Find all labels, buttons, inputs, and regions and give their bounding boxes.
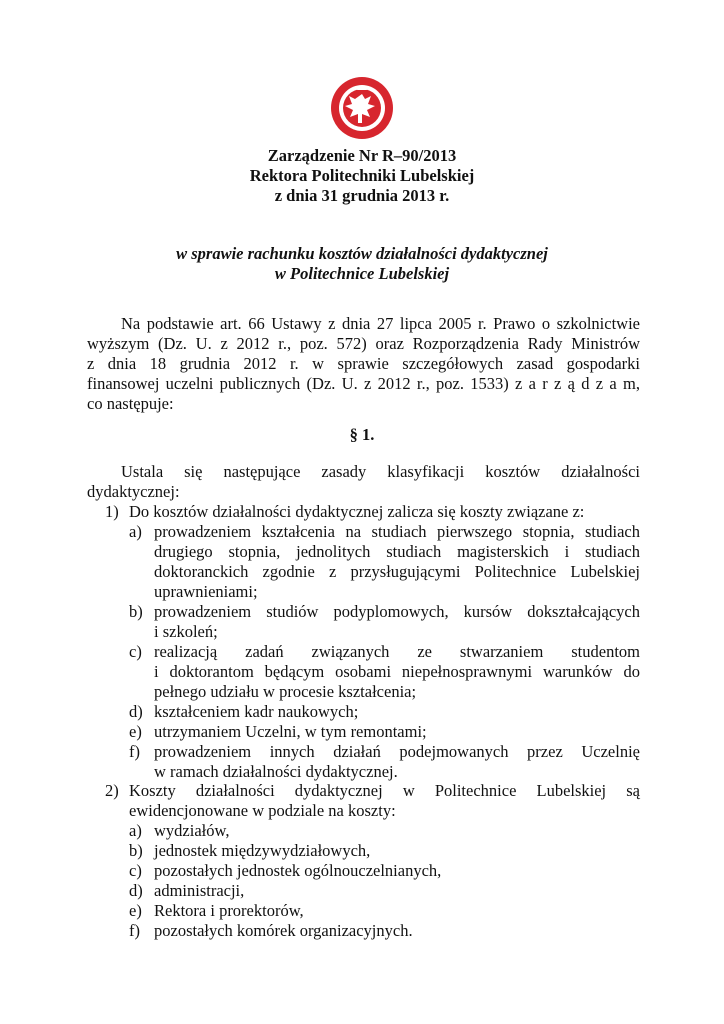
- sub-item-letter: e): [129, 901, 142, 920]
- sub-item-letter: d): [129, 702, 143, 721]
- sub-item-text: prowadzeniem kształcenia na studiach pierwszego stopnia, studiach: [154, 522, 640, 541]
- sub-item-text: drugiego stopnia, jednolitych studiach magisterskich i studiach: [154, 542, 640, 561]
- list-number: 2): [105, 781, 119, 800]
- preamble-line: wyższym (Dz. U. z 2012 r., poz. 572) oraz Rozporządzenia Rady Ministrów: [87, 334, 640, 353]
- section-heading: § 1.: [349, 425, 375, 444]
- preamble-line: finansowej uczelni publicznych (Dz. U. z 2012 r., poz. 1533) z a r z ą d z a m,: [87, 374, 640, 393]
- list-item-text: Do kosztów działalności dydaktycznej zalicza się koszty związane z:: [129, 502, 585, 521]
- sub-item-letter: e): [129, 722, 142, 741]
- subject-line-2: w Politechnice Lubelskiej: [274, 264, 450, 283]
- sub-item-text: i doktorantom będącym osobami niepełnosprawnymi warunków do: [154, 662, 640, 681]
- sub-item-text: administracji,: [154, 881, 245, 900]
- sub-item-text: pełnego udziału w procesie kształcenia;: [154, 682, 417, 701]
- university-emblem-icon: [330, 76, 394, 140]
- sub-item-text: i szkoleń;: [154, 622, 218, 641]
- list-item-text: Koszty działalności dydaktycznej w Politechnice Lubelskiej są: [129, 781, 640, 800]
- sub-item-letter: f): [129, 742, 140, 761]
- sub-item-letter: a): [129, 522, 142, 541]
- intro-line: dydaktycznej:: [87, 482, 180, 501]
- ordinance-subject: [0, 244, 724, 284]
- sub-item-text: kształceniem kadr naukowych;: [154, 702, 359, 721]
- preamble-line: z dnia 18 grudnia 2012 r. w sprawie szczegółowych zasad gospodarki: [87, 354, 640, 373]
- sub-item-letter: a): [129, 821, 142, 840]
- sub-item-text: realizacją zadań związanych ze stwarzaniem studentom: [154, 642, 640, 661]
- sub-item-letter: b): [129, 602, 143, 621]
- sub-item-text: prowadzeniem studiów podyplomowych, kursów dokształcających: [154, 602, 640, 621]
- intro-line: Ustala się następujące zasady klasyfikacji kosztów działalności: [121, 462, 640, 481]
- sub-item-letter: f): [129, 921, 140, 940]
- preamble-line: co następuje:: [87, 394, 174, 413]
- sub-item-letter: c): [129, 861, 142, 880]
- sub-item-text: utrzymaniem Uczelni, w tym remontami;: [154, 722, 427, 741]
- sub-item-letter: d): [129, 881, 143, 900]
- sub-item-text: wydziałów,: [154, 821, 230, 840]
- sub-item-text: pozostałych komórek organizacyjnych.: [154, 921, 413, 940]
- preamble-paragraph: [87, 314, 640, 414]
- sub-item-letter: c): [129, 642, 142, 661]
- ordinance-title: [0, 146, 724, 206]
- list-number: 1): [105, 502, 119, 521]
- sub-item-text: pozostałych jednostek ogólnouczelnianych,: [154, 861, 442, 880]
- preamble-line: Na podstawie art. 66 Ustawy z dnia 27 lipca 2005 r. Prawo o szkolnictwie: [121, 314, 640, 333]
- ordinance-number: Zarządzenie Nr R–90/2013: [267, 146, 457, 165]
- sub-item-text: uprawnieniami;: [154, 582, 258, 601]
- sub-item-text: Rektora i prorektorów,: [154, 901, 304, 920]
- subject-line-1: w sprawie rachunku kosztów działalności dydaktycznej: [176, 244, 548, 263]
- sub-item-text: jednostek międzywydziałowych,: [154, 841, 371, 860]
- sub-item-letter: b): [129, 841, 143, 860]
- sub-item-text: w ramach działalności dydaktycznej.: [154, 762, 398, 781]
- issuer: Rektora Politechniki Lubelskiej: [249, 166, 475, 185]
- sub-item-text: doktoranckich zgodnie z przysługującymi Politechnice Lubelskiej: [154, 562, 640, 581]
- sub-item-text: prowadzeniem innych działań podejmowanych przez Uczelnię: [154, 742, 640, 761]
- issue-date: z dnia 31 grudnia 2013 r.: [274, 186, 450, 205]
- list-item-text: ewidencjonowane w podziale na koszty:: [129, 801, 396, 820]
- intro-paragraph: [87, 462, 640, 502]
